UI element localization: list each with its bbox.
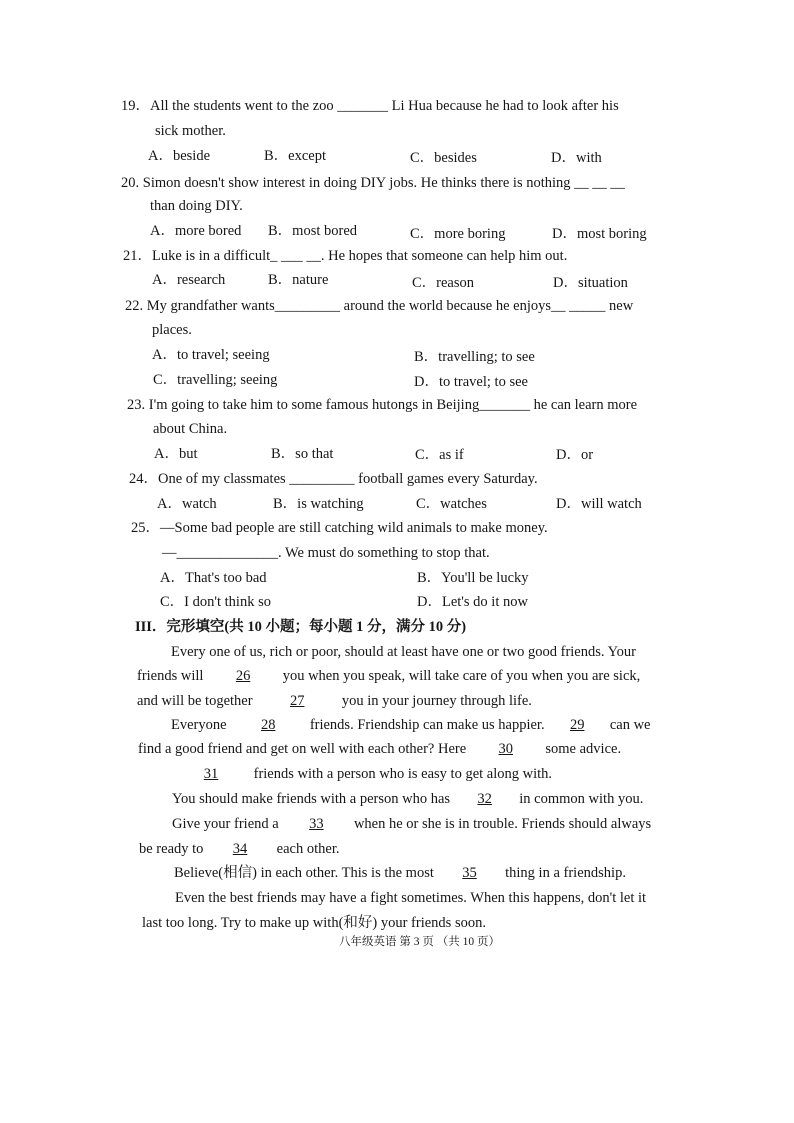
- q25-option-a: A．That's too bad: [160, 570, 267, 586]
- q25-stem-line2: —______________. We must do something to stop that.: [162, 545, 490, 561]
- q20-option-a: A．more bored: [150, 223, 242, 239]
- q20-option-c: C．more boring: [410, 226, 506, 242]
- q23-stem-line1: 23. I'm going to take him to some famous hutongs in Beijing_______ he can learn more: [127, 397, 638, 413]
- passage-text: You should make friends with a person who has: [172, 791, 454, 807]
- passage-text: you in your journey through life.: [338, 693, 532, 709]
- blank-26: 26: [235, 668, 251, 684]
- passage-text: be ready to: [139, 841, 208, 857]
- passage-line: Even the best friends may have a fight sometimes. When this happens, don't let it: [175, 890, 647, 906]
- q23-option-a: A．but: [154, 446, 198, 462]
- q24-stem-line1: 24．One of my classmates _________ football games every Saturday.: [129, 471, 538, 487]
- q24-option-b: B．is watching: [273, 496, 364, 512]
- passage-text: and will be together: [137, 693, 257, 709]
- passage-line: last too long. Try to make up with(和好) your friends soon.: [142, 915, 486, 931]
- passage-text: in common with you.: [515, 791, 644, 807]
- passage-text: can we: [606, 717, 651, 733]
- passage-line: Every one of us, rich or poor, should at least have one or two good friends. Your: [171, 644, 636, 660]
- blank-27: 27: [289, 693, 305, 709]
- blank-34: 34: [232, 841, 248, 857]
- q21-option-d: D．situation: [553, 275, 628, 291]
- q21-option-a: A．research: [152, 272, 226, 288]
- q25-option-d: D．Let's do it now: [417, 594, 528, 610]
- passage-text: you when you speak, will take care of you when you are sick,: [279, 668, 641, 684]
- blank-29: 29: [569, 717, 585, 733]
- q23-option-d: D．or: [556, 447, 594, 463]
- section-heading-cloze: III．完形填空(共 10 小题；每小题 1 分，满分 10 分): [135, 619, 467, 635]
- passage-line: [137, 694, 532, 709]
- q19-stem-line1: 19．All the students went to the zoo _______ Li Hua because he had to look after his: [121, 98, 619, 114]
- q23-stem-line2: about China.: [153, 421, 228, 437]
- passage-text: Give your friend a: [172, 816, 283, 832]
- q19-option-c: C．besides: [410, 150, 477, 166]
- passage-line: [172, 817, 651, 832]
- q20-stem-line2: than doing DIY.: [150, 198, 243, 214]
- passage-text: when he or she is in trouble. Friends should always: [350, 816, 652, 832]
- passage-line: [172, 792, 643, 807]
- q21-stem-line1: 21．Luke is in a difficult_ ___ __. He hopes that someone can help him out.: [123, 248, 568, 264]
- q23-option-b: B．so that: [271, 446, 334, 462]
- q19-stem-line2: sick mother.: [155, 123, 226, 139]
- passage-text: friends. Friendship can make us happier.: [306, 717, 549, 733]
- passage-line: [138, 742, 621, 757]
- blank-30: 30: [498, 741, 514, 757]
- q22-option-a: A．to travel; seeing: [152, 347, 270, 363]
- passage-line: [174, 866, 626, 881]
- q24-option-d: D．will watch: [556, 496, 642, 512]
- q24-option-a: A．watch: [157, 496, 217, 512]
- passage-line: [139, 842, 339, 857]
- q21-option-b: B．nature: [268, 272, 329, 288]
- page-footer: 八年级英语 第 3 页 （共 10 页）: [339, 936, 500, 948]
- q20-option-b: B．most bored: [268, 223, 358, 239]
- passage-text: each other.: [273, 841, 340, 857]
- q21-option-c: C．reason: [412, 275, 475, 291]
- passage-text: find a good friend and get on well with each other? Here: [138, 741, 470, 757]
- q22-option-d: D．to travel; to see: [414, 374, 528, 390]
- passage-text: thing in a friendship.: [501, 865, 626, 881]
- q19-option-a: A．beside: [148, 148, 211, 164]
- q19-option-d: D．with: [551, 150, 602, 166]
- q22-stem-line2: places.: [152, 322, 192, 338]
- blank-33: 33: [309, 816, 324, 832]
- q20-option-d: D．most boring: [552, 226, 647, 242]
- q19-option-b: B．except: [264, 148, 327, 164]
- passage-line: [172, 767, 552, 782]
- passage-line: [137, 669, 640, 684]
- blank-31: 31: [203, 766, 219, 782]
- passage-line: [171, 718, 650, 733]
- q25-option-b: B．You'll be lucky: [417, 570, 529, 586]
- passage-text: Everyone: [171, 717, 231, 733]
- passage-text: Believe(相信) in each other. This is the most: [174, 865, 438, 881]
- passage-text: friends will: [137, 668, 208, 684]
- q23-option-c: C．as if: [415, 447, 464, 463]
- q24-option-c: C．watches: [416, 496, 487, 512]
- blank-35: 35: [462, 865, 477, 881]
- q25-option-c: C．I don't think so: [160, 594, 271, 610]
- passage-text: friends with a person who is easy to get along with.: [250, 766, 553, 782]
- q20-stem-line1: 20. Simon doesn't show interest in doing DIY jobs. He thinks there is nothing __ __ __: [121, 175, 625, 191]
- q22-stem-line1: 22. My grandfather wants_________ around the world because he enjoys__ _____ new: [125, 298, 634, 314]
- blank-28: 28: [260, 717, 276, 733]
- q22-option-b: B．travelling; to see: [414, 349, 535, 365]
- blank-32: 32: [477, 791, 492, 807]
- q25-stem-line1: 25．—Some bad people are still catching wild animals to make money.: [131, 520, 548, 536]
- passage-text: some advice.: [541, 741, 622, 757]
- q22-option-c: C．travelling; seeing: [153, 372, 278, 388]
